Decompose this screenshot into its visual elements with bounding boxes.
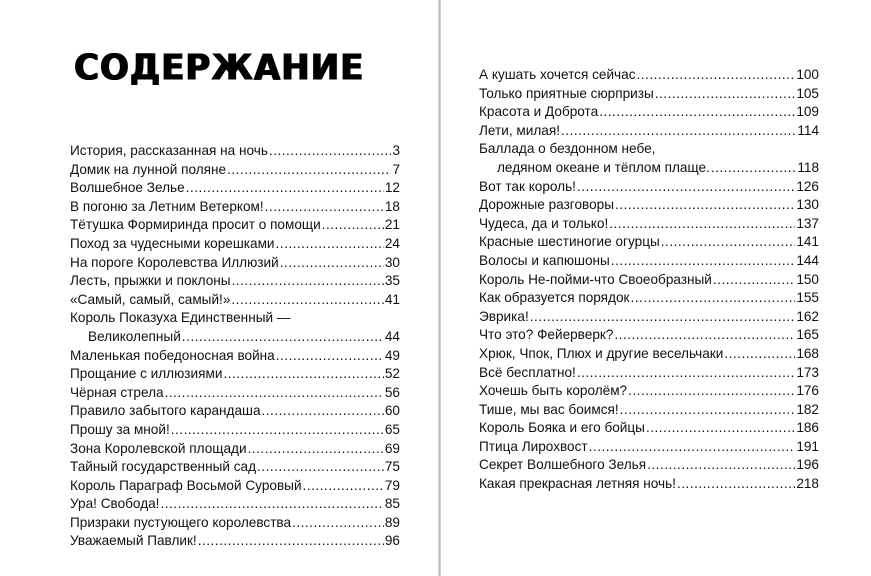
dot-leader <box>724 345 795 364</box>
toc-entry <box>70 235 400 254</box>
toc-entry-title: В погоню за Летним Ветерком! <box>70 198 264 214</box>
toc-entry <box>479 401 819 420</box>
toc-page-number: 105 <box>796 85 819 101</box>
toc-page-number: 75 <box>384 459 400 475</box>
dot-leader <box>713 271 795 290</box>
dot-leader <box>276 347 384 366</box>
dot-leader <box>577 364 795 383</box>
toc-entry <box>70 179 400 198</box>
toc-entry-title: Птица Лирохвост <box>479 438 588 454</box>
toc-entry-title: Секрет Волшебного Зелья <box>479 457 647 473</box>
toc-page-number: 69 <box>384 440 400 456</box>
toc-entry-title: Волшебное Зелье <box>70 180 185 196</box>
toc-entry <box>70 291 400 310</box>
dot-leader <box>711 159 797 178</box>
toc-page-number: 150 <box>796 271 819 287</box>
dot-leader <box>631 289 796 308</box>
toc-entry <box>70 402 400 421</box>
toc-entry-title: Как образуется порядок <box>479 290 630 306</box>
toc-page-number: 56 <box>384 384 400 400</box>
toc-page-number: 35 <box>384 273 400 289</box>
dot-leader <box>292 514 384 533</box>
toc-entry <box>479 178 819 197</box>
toc-entry-title: Баллада о бездонном небе, <box>479 141 656 157</box>
toc-entry-title: Лесть, прыжки и поклоны <box>70 273 231 289</box>
dot-leader <box>599 103 795 122</box>
toc-page-number: 85 <box>384 496 400 512</box>
toc-page-number: 114 <box>797 122 819 138</box>
toc-page-number: 3 <box>392 143 400 158</box>
toc-entry-title: Правило забытого карандаша <box>70 403 261 419</box>
toc-entry-title: Красные шестиногие огурцы <box>479 234 660 250</box>
toc-entry-title: Вот так король! <box>479 178 576 194</box>
toc-page-number: 168 <box>796 345 819 361</box>
dot-leader <box>646 419 795 438</box>
toc-entry <box>479 159 819 178</box>
toc-page-number: 30 <box>384 254 400 270</box>
dot-leader <box>577 178 795 197</box>
toc-entry <box>479 233 819 252</box>
toc-entry <box>70 440 400 459</box>
toc-page-number: 109 <box>796 104 819 120</box>
toc-entry-title: Король Показуха Единственный — <box>70 310 291 326</box>
toc-entry <box>70 477 400 496</box>
toc-entry <box>479 326 819 345</box>
dot-leader <box>637 66 796 85</box>
dot-leader <box>303 477 384 496</box>
dot-leader <box>269 142 392 161</box>
dot-leader <box>589 438 796 457</box>
toc-entry-title: Красота и Доброта <box>479 104 599 120</box>
dot-leader <box>561 122 796 141</box>
toc-page-number: 176 <box>796 383 819 399</box>
toc-entry-title: Король Параграф Восьмой Суровый <box>70 477 302 493</box>
toc-entry-title: Хочешь быть королём? <box>479 383 628 399</box>
dot-leader <box>248 440 384 459</box>
toc-entry <box>479 308 819 327</box>
toc-page-number: 21 <box>384 217 400 233</box>
toc-entry-title: Поход за чудесными корешками <box>70 235 275 251</box>
toc-page-number: 141 <box>796 234 819 250</box>
toc-entry-title: История, рассказанная на ночь <box>70 143 268 158</box>
dot-leader <box>661 233 796 252</box>
toc-entry <box>479 252 819 271</box>
dot-leader <box>628 382 795 401</box>
toc-entry <box>479 345 819 364</box>
right-page <box>441 0 871 576</box>
dot-leader <box>265 198 384 217</box>
dot-leader <box>615 196 795 215</box>
dot-leader <box>262 402 384 421</box>
toc-entry <box>479 103 819 122</box>
toc-entry <box>479 475 819 494</box>
toc-entry-title: Тайный государственный сад <box>70 459 257 475</box>
dot-leader <box>165 384 384 403</box>
toc-page-number: 165 <box>796 327 819 343</box>
dot-leader <box>609 215 795 234</box>
toc-entry <box>479 66 819 85</box>
toc-page-number: 65 <box>384 421 400 437</box>
toc-list-right <box>479 66 819 494</box>
toc-entry-title: Только приятные сюрпризы <box>479 85 654 101</box>
toc-entry <box>479 215 819 234</box>
toc-entry <box>70 421 400 440</box>
toc-page-number: 196 <box>796 457 819 473</box>
toc-entry-title: Зона Королевской площади <box>70 440 247 456</box>
toc-entry <box>479 85 819 104</box>
toc-entry-title: Тише, мы вас боимся! <box>479 401 619 417</box>
dot-leader <box>182 328 384 347</box>
toc-entry <box>70 384 400 403</box>
toc-entry-title: Что это? Фейерверк? <box>479 327 614 343</box>
dot-leader <box>655 85 796 104</box>
dot-leader <box>530 308 796 327</box>
dot-leader <box>227 161 391 180</box>
toc-entry-title: Чёрная стрела <box>70 384 164 400</box>
toc-page-number: 130 <box>796 197 819 213</box>
dot-leader <box>257 458 384 477</box>
toc-list-left <box>70 142 400 551</box>
toc-entry <box>70 328 400 347</box>
toc-entry-title: Какая прекрасная летняя ночь! <box>479 476 676 492</box>
toc-entry-title: Ура! Свобода! <box>70 496 160 512</box>
toc-entry-title: Прошу за мной! <box>70 421 170 437</box>
toc-entry <box>479 364 819 383</box>
toc-entry-first-line <box>479 140 819 159</box>
toc-page-number: 155 <box>796 290 819 306</box>
page-title: СОДЕРЖАНИЕ <box>73 47 365 89</box>
toc-page-number: 44 <box>384 328 400 344</box>
toc-entry <box>70 161 400 180</box>
toc-entry-title: Домик на лунной поляне <box>70 161 227 177</box>
toc-page-number: 191 <box>796 438 819 454</box>
dot-leader <box>231 291 383 310</box>
toc-entry-title: Призраки пустующего королевства <box>70 514 292 530</box>
toc-entry <box>479 382 819 401</box>
toc-page-number: 18 <box>384 198 400 214</box>
toc-entry <box>70 216 400 235</box>
toc-entry <box>70 254 400 273</box>
toc-entry-title: Волосы и капюшоны <box>479 252 610 268</box>
dot-leader <box>160 495 383 514</box>
toc-entry-title: А кушать хочется сейчас <box>479 67 636 82</box>
dot-leader <box>223 365 383 384</box>
toc-entry-title: Эврика! <box>479 308 529 324</box>
dot-leader <box>186 179 384 198</box>
toc-page-number: 12 <box>384 180 400 196</box>
toc-entry <box>70 347 400 366</box>
toc-page-number: 186 <box>796 420 819 436</box>
toc-entry-title: На пороге Королевства Иллюзий <box>70 254 279 270</box>
toc-page-number: 7 <box>392 161 400 177</box>
toc-entry <box>70 272 400 291</box>
toc-page-number: 24 <box>384 235 400 251</box>
toc-entry-title: Уважаемый Павлик! <box>70 533 197 549</box>
toc-page-number: 79 <box>384 477 400 493</box>
toc-page-number: 137 <box>796 215 819 231</box>
toc-entry <box>479 456 819 475</box>
dot-leader <box>647 456 795 475</box>
toc-entry <box>70 532 400 551</box>
toc-entry <box>479 271 819 290</box>
dot-leader <box>232 272 384 291</box>
toc-page-number: 60 <box>384 403 400 419</box>
toc-page-number: 126 <box>796 178 819 194</box>
dot-leader <box>614 326 795 345</box>
toc-entry <box>70 198 400 217</box>
toc-entry-title: Всё бесплатно! <box>479 364 576 380</box>
toc-entry <box>70 458 400 477</box>
toc-entry-title: Великолепный <box>88 328 181 344</box>
toc-entry-title: Король Бояка и его бойцы <box>479 420 645 436</box>
toc-entry-title: Хрюк, Чпок, Плюх и другие весельчаки <box>479 345 724 361</box>
toc-entry-title: Дорожные разговоры <box>479 197 614 213</box>
toc-entry-title: «Самый, самый, самый!» <box>70 291 231 307</box>
dot-leader <box>198 532 384 551</box>
toc-entry <box>479 196 819 215</box>
toc-page-number: 218 <box>796 476 819 492</box>
toc-page-number: 41 <box>384 291 400 307</box>
toc-page-number: 100 <box>796 67 819 82</box>
dot-leader <box>677 475 795 494</box>
toc-entry <box>70 365 400 384</box>
toc-page-number: 118 <box>797 159 819 175</box>
toc-entry <box>479 438 819 457</box>
toc-entry-title: ледяном океане и тёплом плаще. <box>497 159 710 175</box>
toc-entry <box>70 142 400 161</box>
toc-entry <box>479 419 819 438</box>
toc-page-number: 173 <box>796 364 819 380</box>
toc-entry-first-line <box>70 309 400 328</box>
toc-entry <box>70 514 400 533</box>
toc-entry-title: Чудеса, да и только! <box>479 215 609 231</box>
dot-leader <box>611 252 796 271</box>
toc-entry-title: Прощание с иллюзиями <box>70 366 223 382</box>
dot-leader <box>276 235 384 254</box>
toc-page-number: 89 <box>384 514 400 530</box>
toc-entry-title: Тётушка Формиринда просит о помощи <box>70 217 321 233</box>
toc-page-number: 52 <box>384 366 400 382</box>
toc-entry <box>479 122 819 141</box>
toc-page-number: 182 <box>796 401 819 417</box>
toc-page-number: 96 <box>384 533 400 549</box>
dot-leader <box>171 421 384 440</box>
toc-entry <box>479 289 819 308</box>
toc-page-number: 162 <box>796 308 819 324</box>
toc-entry-title: Король Не-пойми-что Своеобразный <box>479 271 712 287</box>
toc-page-number: 49 <box>384 347 400 363</box>
dot-leader <box>620 401 796 420</box>
toc-entry <box>70 495 400 514</box>
dot-leader <box>322 216 384 235</box>
dot-leader <box>280 254 384 273</box>
toc-page-number: 144 <box>796 252 819 268</box>
toc-entry-title: Лети, милая! <box>479 122 560 138</box>
toc-entry-title: Маленькая победоносная война <box>70 347 275 363</box>
